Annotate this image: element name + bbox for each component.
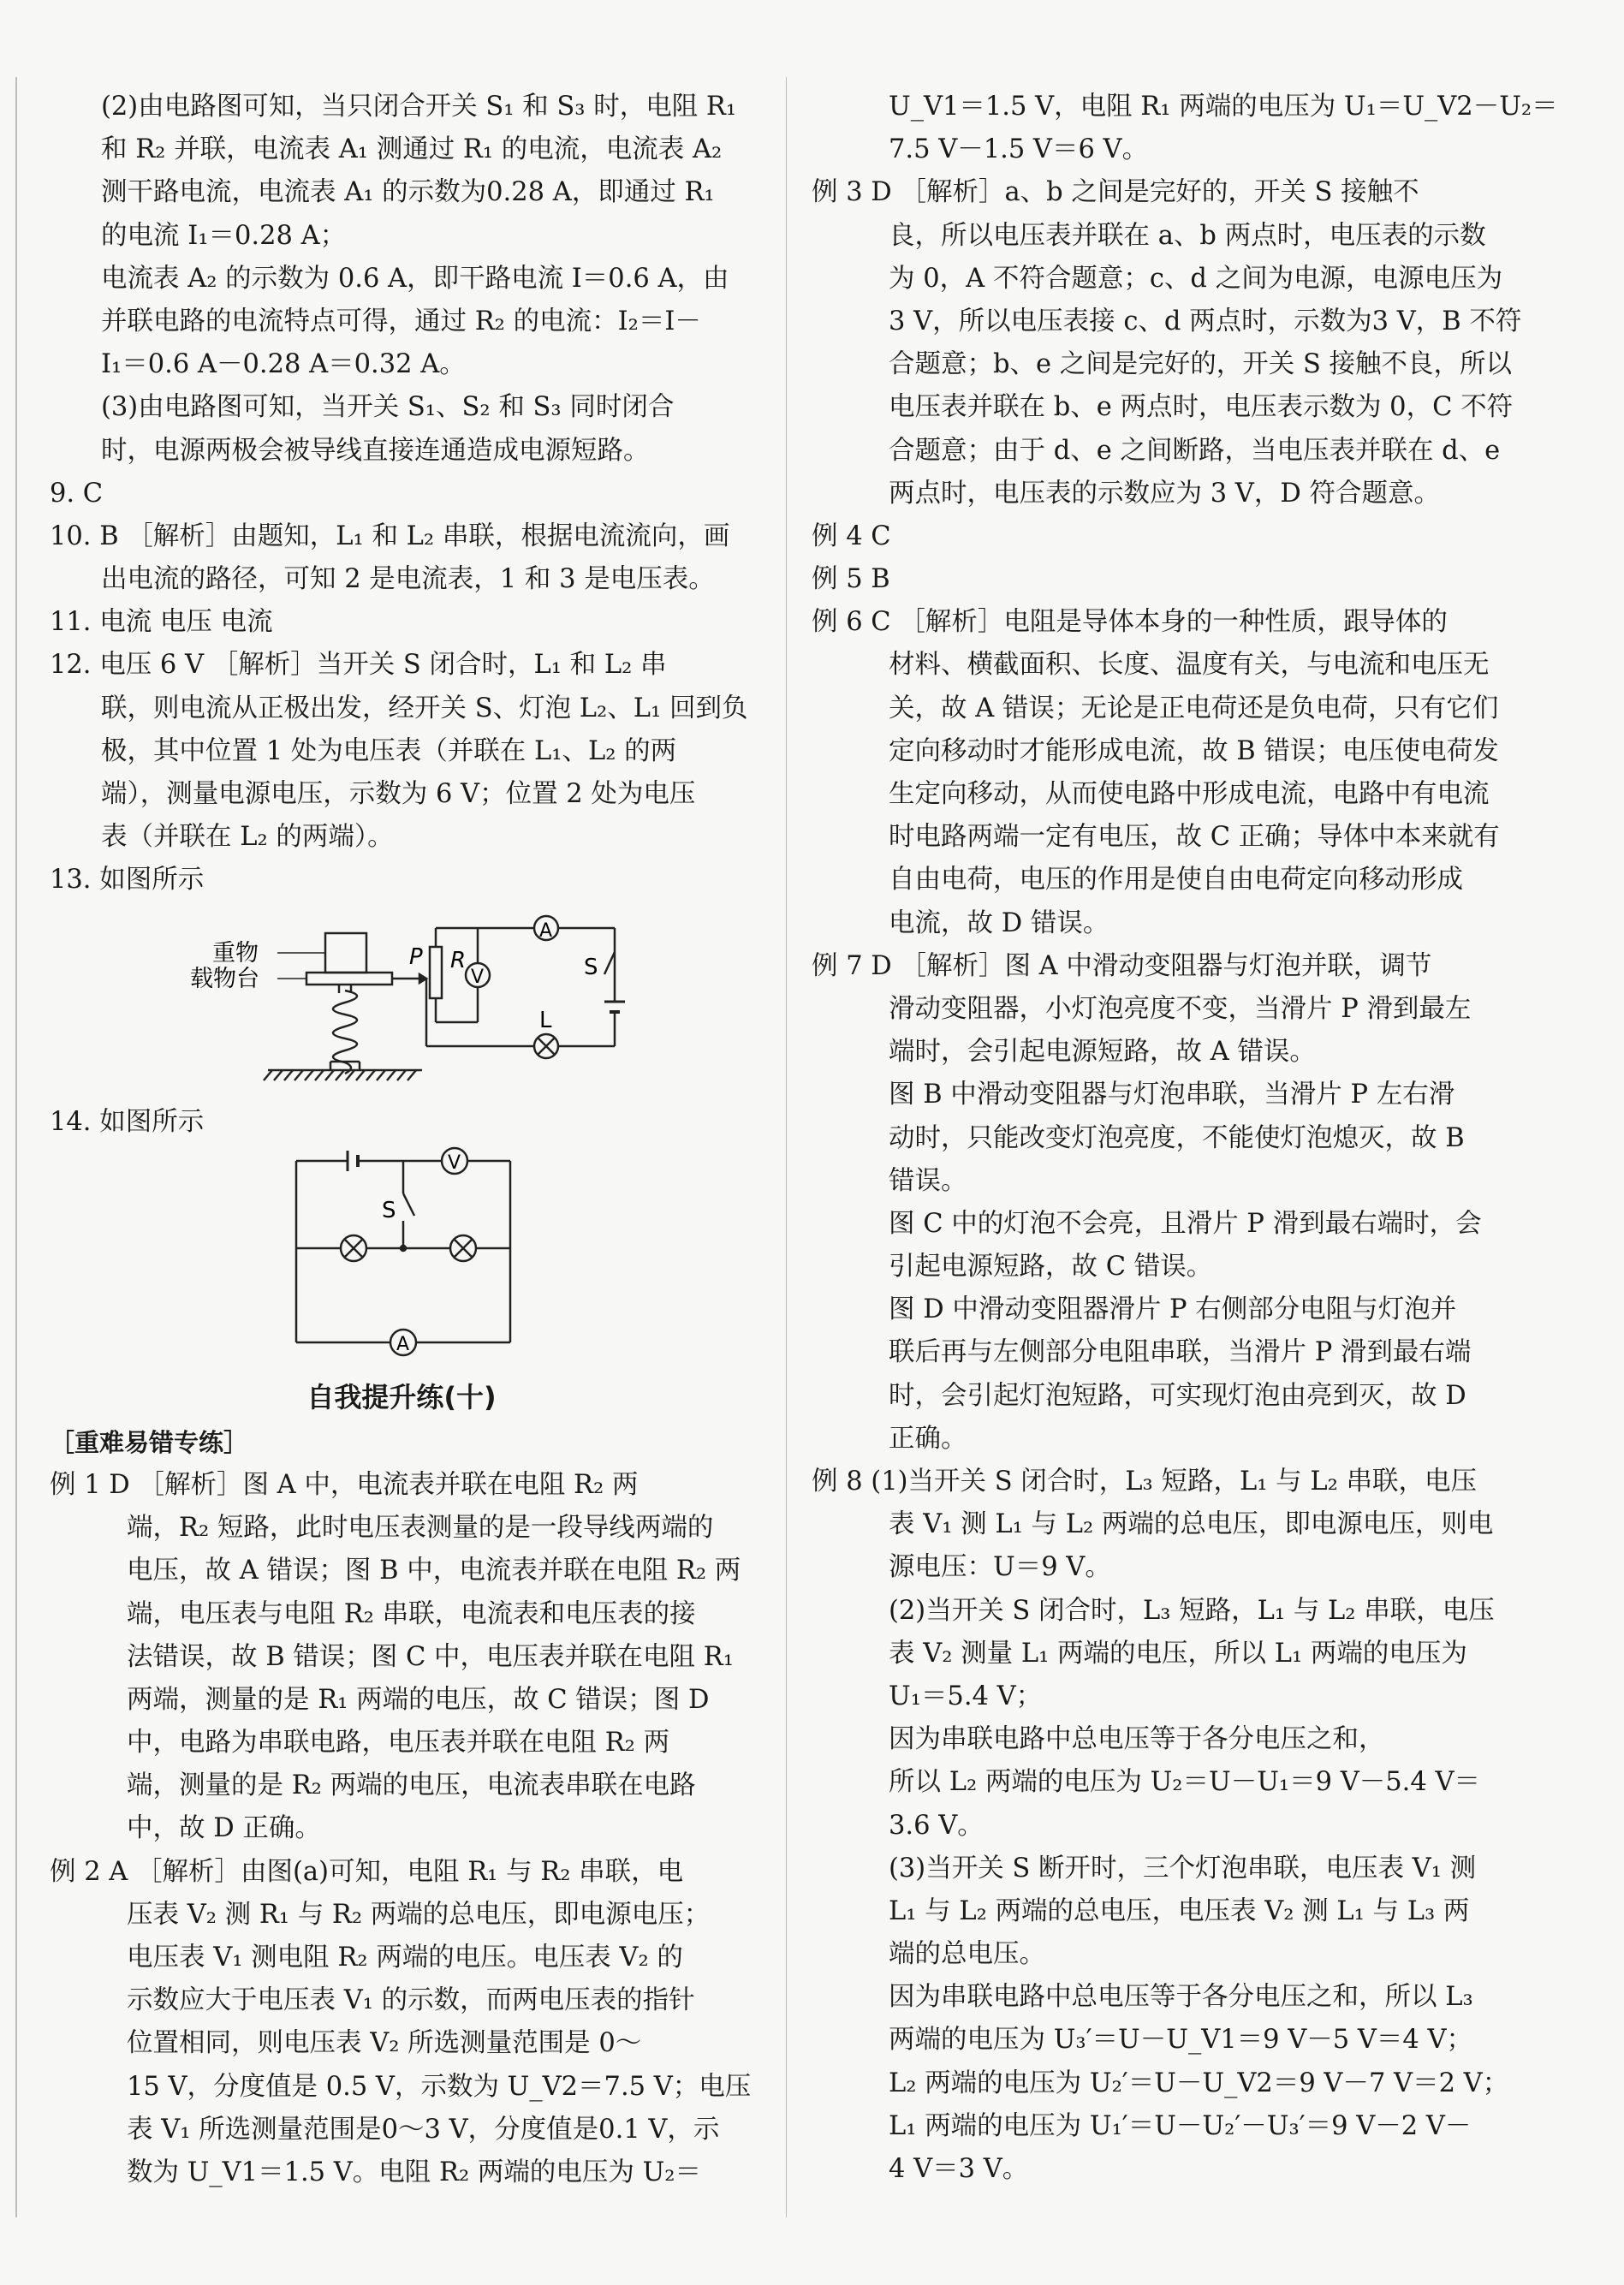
- text-line: 滑动变阻器，小灯泡亮度不变，当滑片 P 滑到最左: [889, 993, 1472, 1024]
- text-line: U₁＝5.4 V；: [889, 1681, 1043, 1711]
- circuit-diagram-13: [50, 902, 753, 1101]
- label-ammeter: A: [539, 919, 553, 942]
- text-line: 两点时，电压表的示数应为 3 V，D 符合题意。: [889, 478, 1440, 509]
- text-line: 端），测量电源电压，示数为 6 V；位置 2 处为电压: [101, 779, 696, 809]
- text-line: (3)由电路图可知，当开关 S₁、S₂ 和 S₃ 同时闭合: [101, 392, 675, 423]
- text-line: 生定向移动，从而使电路中形成电流，电路中有电流: [889, 779, 1490, 809]
- text-line: 良，所以电压表并联在 a、b 两点时，电压表的示数: [889, 220, 1486, 251]
- example-6: [812, 601, 1498, 945]
- answer-12: 12. 电压 6 V ［解析］当开关 S 闭合时，L₁ 和 L₂ 串: [50, 650, 667, 681]
- text-line: 联后再与左侧部分电阻串联，当滑片 P 滑到最右端: [889, 1337, 1472, 1368]
- left-column: [50, 86, 753, 2194]
- label-p: P: [409, 943, 423, 970]
- text-line: 和 R₂ 并联，电流表 A₁ 测通过 R₁ 的电流，电流表 A₂: [101, 134, 723, 165]
- text-line: 电流，故 D 错误。: [889, 907, 1109, 938]
- label-r: R: [450, 947, 467, 973]
- text-line: 端时，会引起电源短路，故 A 错误。: [889, 1037, 1316, 1068]
- text-line: 动时，只能改变灯泡亮度，不能使灯泡熄灭，故 B: [889, 1122, 1465, 1153]
- text-line: 15 V，分度值是 0.5 V，示数为 U_V2＝7.5 V；电压: [127, 2071, 752, 2102]
- text-line: (2)当开关 S 闭合时，L₃ 短路，L₁ 与 L₂ 串联，电压: [889, 1595, 1495, 1626]
- text-line: 3.6 V。: [889, 1810, 984, 1841]
- answer-10: 10. B ［解析］由题知，L₁ 和 L₂ 串联，根据电流流向，画: [50, 521, 730, 551]
- text-line: 电压，故 A 错误；图 B 中，电流表并联在电阻 R₂ 两: [127, 1556, 741, 1586]
- example-1: [50, 1464, 753, 1851]
- label-switch: S: [584, 954, 598, 980]
- text-line: 中，故 D 正确。: [127, 1813, 321, 1844]
- text-line: 测干路电流，电流表 A₁ 的示数为0.28 A，即通过 R₁: [101, 177, 715, 208]
- text-line: 电压表并联在 b、e 两点时，电压表示数为 0，C 不符: [889, 392, 1514, 423]
- text-line: 材料、横截面积、长度、温度有关，与电流和电压无: [889, 650, 1490, 681]
- text-line: 自由电荷，电压的作用是使自由电荷定向移动形成: [889, 865, 1463, 896]
- text-line: 电流表 A₂ 的示数为 0.6 A，即干路电流 I＝0.6 A，由: [101, 263, 729, 294]
- circuit-figure-13: [50, 902, 753, 1101]
- answer-8-continuation: [50, 86, 753, 473]
- subsection-heading: ［重难易错专练］: [50, 1427, 249, 1457]
- text-line: 例 3 D ［解析］a、b 之间是完好的，开关 S 接触不: [812, 177, 1419, 208]
- text-line: 例 7 D ［解析］图 A 中滑动变阻器与灯泡并联，调节: [812, 950, 1432, 981]
- example-8: [812, 1461, 1509, 2191]
- example-4: 例 4 C: [812, 521, 891, 551]
- example-3: [812, 171, 1522, 515]
- text-line: 源电压：U＝9 V。: [889, 1552, 1111, 1583]
- label-voltmeter: V: [448, 1151, 461, 1174]
- text-line: L₂ 两端的电压为 U₂′＝U－U_V2＝9 V－7 V＝2 V；: [889, 2068, 1509, 2098]
- text-line: L₁ 两端的电压为 U₁′＝U－U₂′－U₃′＝9 V－2 V－: [889, 2110, 1472, 2141]
- example-5: 例 5 B: [812, 564, 890, 595]
- text-line: 图 C 中的灯泡不会亮，且滑片 P 滑到最右端时，会: [889, 1208, 1482, 1239]
- text-line: 例 1 D ［解析］图 A 中，电流表并联在电阻 R₂ 两: [50, 1469, 639, 1500]
- answer-9: 9. C: [50, 478, 104, 509]
- text-line: 合题意；由于 d、e 之间断路，当电压表并联在 d、e: [889, 435, 1501, 466]
- text-line: L₁ 与 L₂ 两端的总电压，电压表 V₂ 测 L₁ 与 L₃ 两: [889, 1895, 1470, 1926]
- example-2-continuation: [812, 86, 1558, 171]
- text-line: 法错误，故 B 错误；图 C 中，电压表并联在电阻 R₁: [127, 1641, 734, 1672]
- text-line: (2)由电路图可知，当只闭合开关 S₁ 和 S₃ 时，电阻 R₁: [101, 92, 737, 122]
- text-line: 并联电路的电流特点可得，通过 R₂ 的电流：I₂＝I－: [101, 306, 701, 336]
- text-line: 端，测量的是 R₂ 两端的电压，电流表串联在电路: [127, 1770, 696, 1801]
- label-ammeter: A: [396, 1333, 410, 1355]
- label-switch: S: [382, 1197, 396, 1223]
- text-line: 联，则电流从正极出发，经开关 S、灯泡 L₂、L₁ 回到负: [101, 693, 748, 723]
- text-line: 表 V₂ 测量 L₁ 两端的电压，所以 L₁ 两端的电压为: [889, 1638, 1467, 1669]
- text-line: 错误。: [889, 1165, 967, 1196]
- text-line: 表 V₁ 测 L₁ 与 L₂ 两端的总电压，即电源电压，则电: [889, 1509, 1494, 1540]
- label-weight: 重物: [212, 939, 259, 967]
- text-line: 合题意；b、e 之间是完好的，开关 S 接触不良，所以: [889, 349, 1513, 380]
- text-line: 时，电源两极会被导线直接连通造成电源短路。: [101, 435, 650, 466]
- text-line: I₁＝0.6 A－0.28 A＝0.32 A。: [101, 349, 466, 380]
- text-line: 端，R₂ 短路，此时电压表测量的是一段导线两端的: [127, 1513, 714, 1544]
- text-line: 4 V＝3 V。: [889, 2154, 1029, 2184]
- text-line: 位置相同，则电压表 V₂ 所选测量范围是 0～: [127, 2028, 642, 2059]
- text-line: 两端，测量的是 R₁ 两端的电压，故 C 错误；图 D: [127, 1684, 710, 1715]
- right-column: [812, 86, 1558, 2191]
- text-line: 中，电路为串联电路，电压表并联在电阻 R₂ 两: [127, 1728, 670, 1758]
- text-line: 表 V₁ 所选测量范围是0～3 V，分度值是0.1 V，示: [127, 2114, 720, 2145]
- label-lamp: L: [539, 1007, 552, 1033]
- text-line: 端，电压表与电阻 R₂ 串联，电流表和电压表的接: [127, 1598, 696, 1629]
- answer-11: 11. 电流 电压 电流: [50, 607, 273, 638]
- text-line: 出电流的路径，可知 2 是电流表，1 和 3 是电压表。: [101, 564, 715, 595]
- text-line: 压表 V₂ 测 R₁ 与 R₂ 两端的总电压，即电源电压；: [127, 1899, 711, 1930]
- text-line: 例 8 (1)当开关 S 闭合时，L₃ 短路，L₁ 与 L₂ 串联，电压: [812, 1467, 1478, 1497]
- text-line: 引起电源短路，故 C 错误。: [889, 1252, 1213, 1282]
- text-line: 例 6 C ［解析］电阻是导体本身的一种性质，跟导体的: [812, 607, 1448, 638]
- text-line: 示数应大于电压表 V₁ 的示数，而两电压表的指针: [127, 1985, 695, 2016]
- section-heading: 自我提升练(十): [306, 1380, 497, 1413]
- text-line: 表（并联在 L₂ 的两端）。: [101, 822, 394, 853]
- text-line: U_V1＝1.5 V，电阻 R₁ 两端的电压为 U₁＝U_V2－U₂＝: [889, 92, 1558, 122]
- text-line: 时，会引起灯泡短路，可实现灯泡由亮到灭，故 D: [889, 1380, 1466, 1411]
- column-divider: [786, 77, 787, 2217]
- text-line: 时电路两端一定有电压，故 C 正确；导体中本来就有: [889, 822, 1500, 853]
- text-line: 因为串联电路中总电压等于各分电压之和，所以 L₃: [889, 1982, 1473, 2013]
- text-line: 数为 U_V1＝1.5 V。电阻 R₂ 两端的电压为 U₂＝: [127, 2157, 702, 2187]
- text-line: 例 2 A ［解析］由图(a)可知，电阻 R₁ 与 R₂ 串联，电: [50, 1856, 684, 1887]
- label-platform: 载物台: [190, 965, 259, 992]
- text-line: 图 B 中滑动变阻器与灯泡串联，当滑片 P 左右滑: [889, 1080, 1455, 1110]
- text-line: 3 V，所以电压表接 c、d 两点时，示数为3 V，B 不符: [889, 306, 1522, 336]
- circuit-figure-14: [50, 1144, 753, 1373]
- text-line: 的电流 I₁＝0.28 A；: [101, 220, 347, 251]
- answer-13: 13. 如图所示: [50, 865, 205, 896]
- left-margin-rule: [15, 77, 17, 2217]
- text-line: 电压表 V₁ 测电阻 R₂ 两端的电压。电压表 V₂ 的: [127, 1943, 683, 1973]
- text-line: 图 D 中滑动变阻器滑片 P 右侧部分电阻与灯泡并: [889, 1294, 1457, 1325]
- text-line: 正确。: [889, 1423, 967, 1454]
- text-line: 所以 L₂ 两端的电压为 U₂＝U－U₁＝9 V－5.4 V＝: [889, 1767, 1480, 1798]
- answer-14: 14. 如图所示: [50, 1106, 205, 1137]
- text-line: 端的总电压。: [889, 1939, 1045, 1970]
- text-line: (3)当开关 S 断开时，三个灯泡串联，电压表 V₁ 测: [889, 1853, 1477, 1883]
- circuit-diagram-14: [50, 1144, 753, 1373]
- text-line: 两端的电压为 U₃′＝U－U_V1＝9 V－5 V＝4 V；: [889, 2025, 1473, 2056]
- example-2: [50, 1851, 753, 2195]
- text-line: 因为串联电路中总电压等于各分电压之和，: [889, 1724, 1385, 1755]
- text-line: 极，其中位置 1 处为电压表（并联在 L₁、L₂ 的两: [101, 735, 677, 766]
- answers-9-13: [50, 473, 753, 902]
- text-line: 7.5 V－1.5 V＝6 V。: [889, 134, 1149, 165]
- label-voltmeter: V: [471, 966, 485, 988]
- text-line: 为 0，A 不符合题意；c、d 之间为电源，电源电压为: [889, 263, 1503, 294]
- text-line: 关，故 A 错误；无论是正电荷还是负电荷，只有它们: [889, 693, 1499, 723]
- example-7: [812, 945, 1498, 1461]
- text-line: 定向移动时才能形成电流，故 B 错误；电压使电荷发: [889, 735, 1499, 766]
